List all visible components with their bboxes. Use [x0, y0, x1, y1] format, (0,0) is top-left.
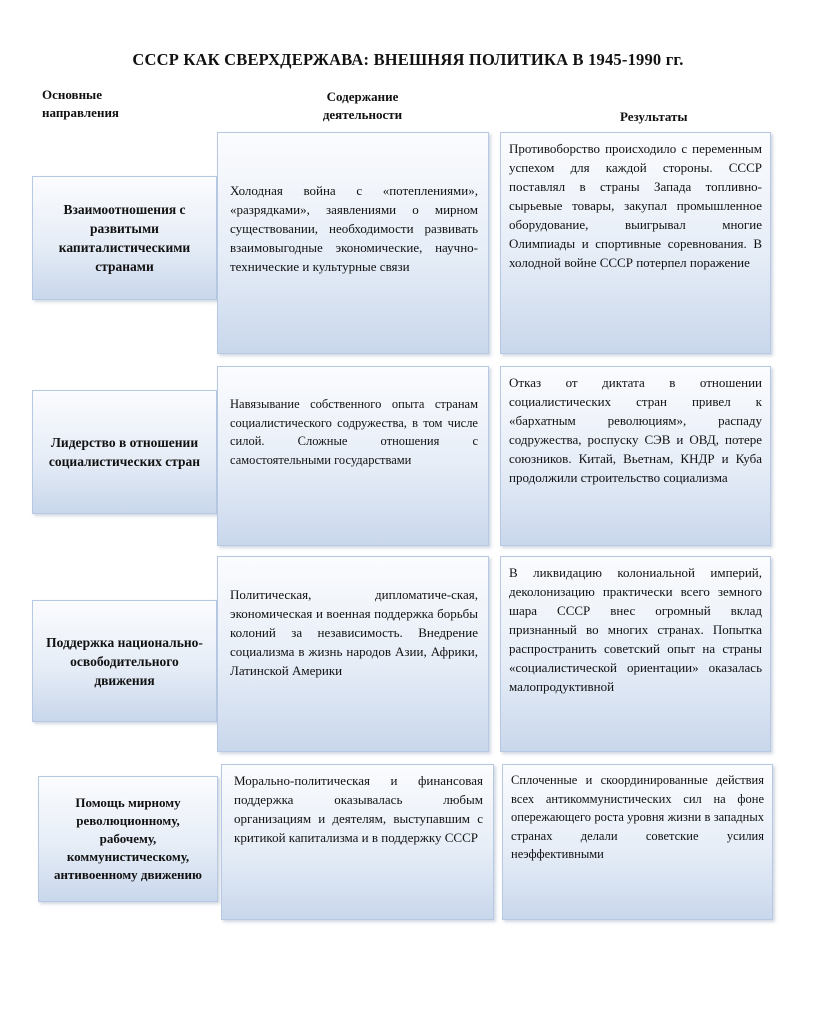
direction-cell-4: Помощь мирному революционному, рабочему, коммунистическому, антивоенному движению — [38, 776, 218, 902]
direction-cell-2: Лидерство в отношении социалистических стран — [32, 390, 217, 514]
result-cell-2: Отказ от диктата в отношении социалистических стран привел к «бархатным революциям», распаду содружества, роспуску СЭВ и ОВД, потере союзников. Китай, Вьетнам, КНДР и Куба продолжили строительство социализма — [500, 366, 771, 546]
page-title: СССР КАК СВЕРХДЕРЖАВА: ВНЕШНЯЯ ПОЛИТИКА В 1945-1990 гг. — [132, 50, 684, 69]
result-cell-1: Противоборство происходило с переменным успехом для каждой стороны. СССР поставлял в страны Запада топливно-сырьевые товары, закупал промышленное оборудование, выигрывал многие Олимпиады и спортивные соревнования. В холодной войне СССР потерпел поражение — [500, 132, 771, 354]
result-cell-4: Сплоченные и скоординированные действия всех антикоммунистических сил на фоне опережающего роста уровня жизни в западных странах делали советские усилия неэффективными — [502, 764, 773, 920]
content-cell-1: Холодная война с «потеплениями», «разрядками», заявлениями о мирном существовании, необходимости развивать взаимовыгодные экономические, научно-технические и культурные связи — [217, 132, 489, 354]
content-cell-2: Навязывание собственного опыта странам социалистического содружества, в том числе силой. Сложные отношения с самостоятельными государствами — [217, 366, 489, 546]
header-results: Результаты — [620, 109, 688, 124]
header-content: Содержание деятельности — [322, 89, 403, 122]
direction-cell-1: Взаимоотношения с развитыми капиталистическими странами — [32, 176, 217, 300]
content-cell-4: Морально-политическая и финансовая поддержка оказывалась любым организациям и деятелям, выступавшим с критикой капитализма и в поддержку СССР — [221, 764, 494, 920]
header-directions: Основные направления — [42, 87, 119, 120]
direction-cell-3: Поддержка национально-освободительного движения — [32, 600, 217, 722]
result-cell-3: В ликвидацию колониальной империй, деколонизацию практически всего земного шара СССР внес огромный вклад признанный во многих странах. Попытка распространить советский опыт на страны «социалистической ориентации» оказалась малопродуктивной — [500, 556, 771, 752]
content-cell-3: Политическая, дипломатиче-ская, экономическая и военная поддержка борьбы колоний за независимость. Внедрение социализма в жизнь народов Азии, Африки, Латинской Америки — [217, 556, 489, 752]
